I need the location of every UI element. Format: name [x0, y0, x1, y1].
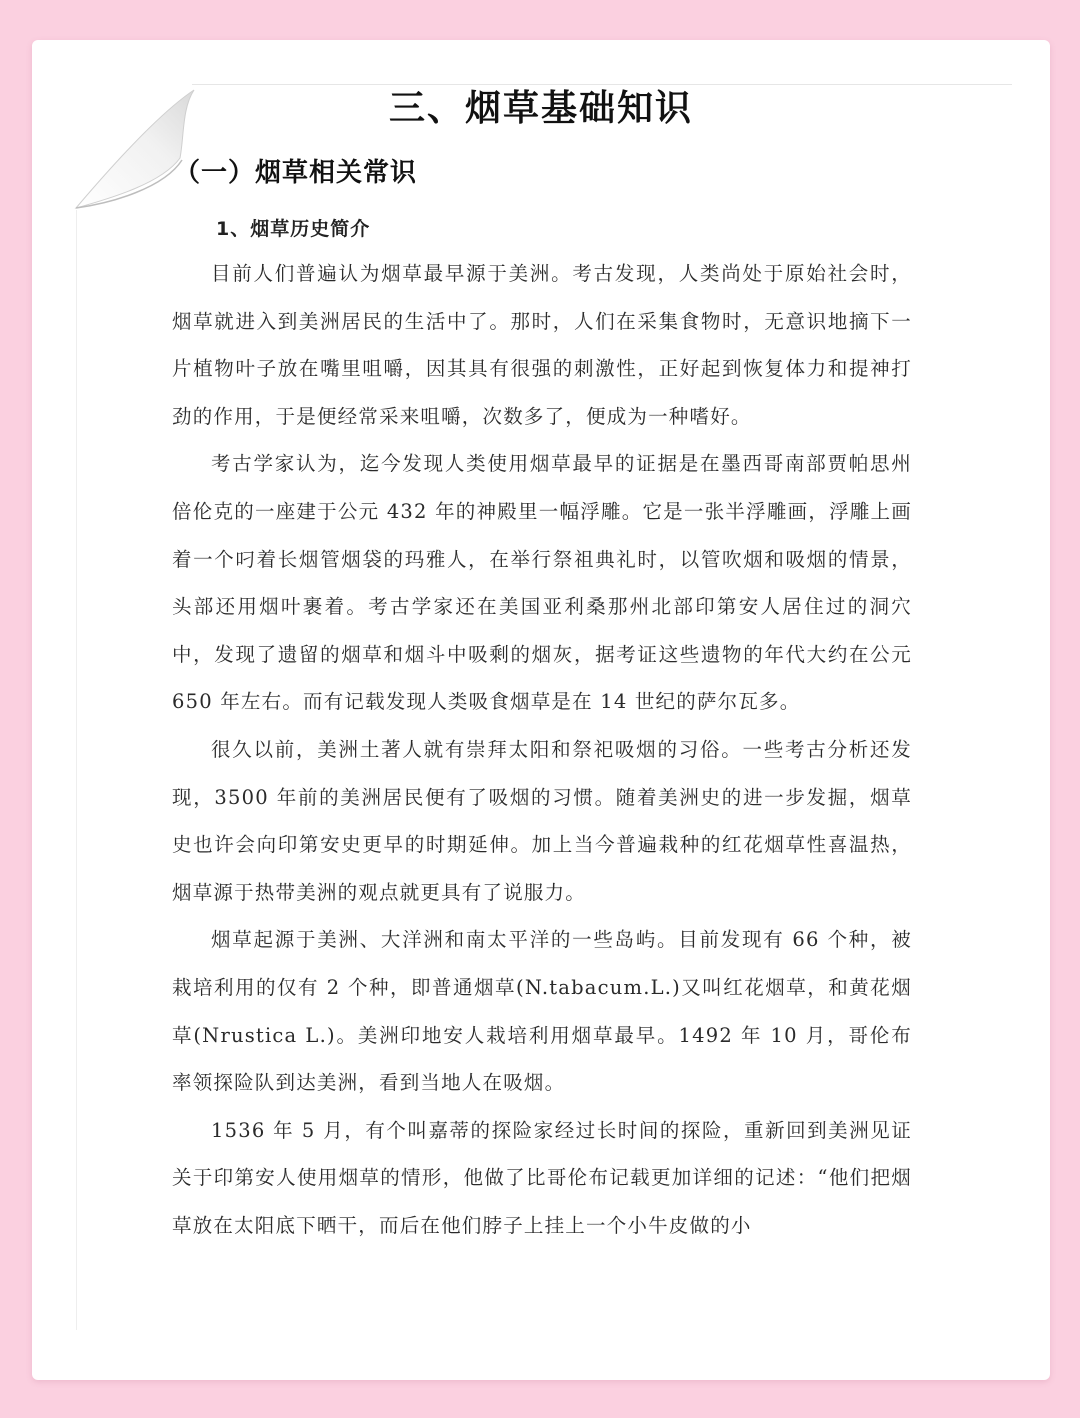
document-title: 三、烟草基础知识: [388, 88, 693, 129]
paragraph: 烟草起源于美洲、大洋洲和南太平洋的一些岛屿。目前发现有 66 个种，被栽培利用的仅有 2 个种，即普通烟草(N.tabacum.L.)又叫红花烟草，和黄花烟草(Nrustica L.)。美洲印地安人栽培利用烟草最早。1492 年 10 月，哥伦布率领探险队到达美洲，看到当地人在吸烟。: [172, 928, 912, 1095]
paragraph: 很久以前，美洲土著人就有崇拜太阳和祭祀吸烟的习俗。一些考古分析还发现，3500 年前的美洲居民便有了吸烟的习惯。随着美洲史的进一步发掘，烟草史也许会向印第安史更早的时期延伸。加上当今普遍栽种的红花烟草性喜温热，烟草源于热带美洲的观点就更具有了说服力。: [172, 737, 912, 904]
left-margin-line: [76, 210, 77, 1330]
paragraph: 目前人们普遍认为烟草最早源于美洲。考古发现，人类尚处于原始社会时，烟草就进入到美洲居民的生活中了。那时，人们在采集食物时，无意识地摘下一片植物叶子放在嘴里咀嚼，因其具有很强的刺激性，正好起到恢复体力和提神打劲的作用，于是便经常采来咀嚼，次数多了，便成为一种嗜好。: [172, 262, 912, 428]
paragraph: 1536 年 5 月，有个叫嘉蒂的探险家经过长时间的探险，重新回到美洲见证关于印第安人使用烟草的情形，他做了比哥伦布记载更加详细的记述：“他们把烟草放在太阳底下晒干，而后在他们脖子上挂上一个小牛皮做的小: [172, 1118, 912, 1237]
sub-heading: 1、烟草历史简介: [216, 218, 371, 240]
section-heading: （一）烟草相关常识: [174, 158, 418, 188]
document-page: [32, 40, 1050, 1380]
paragraph: 考古学家认为，迄今发现人类使用烟草最早的证据是在墨西哥南部贾帕思州倍伦克的一座建于公元 432 年的神殿里一幅浮雕。它是一张半浮雕画，浮雕上画着一个叼着长烟管烟袋的玛雅人，在举行祭祖典礼时，以管吹烟和吸烟的情景，头部还用烟叶裹着。考古学家还在美国亚利桑那州北部印第安人居住过的洞穴中，发现了遗留的烟草和烟斗中吸剩的烟灰，据考证这些遗物的年代大约在公元 650 年左右。而有记载发现人类吸食烟草是在 14 世纪的萨尔瓦多。: [172, 452, 912, 714]
body-text: [172, 250, 912, 1249]
